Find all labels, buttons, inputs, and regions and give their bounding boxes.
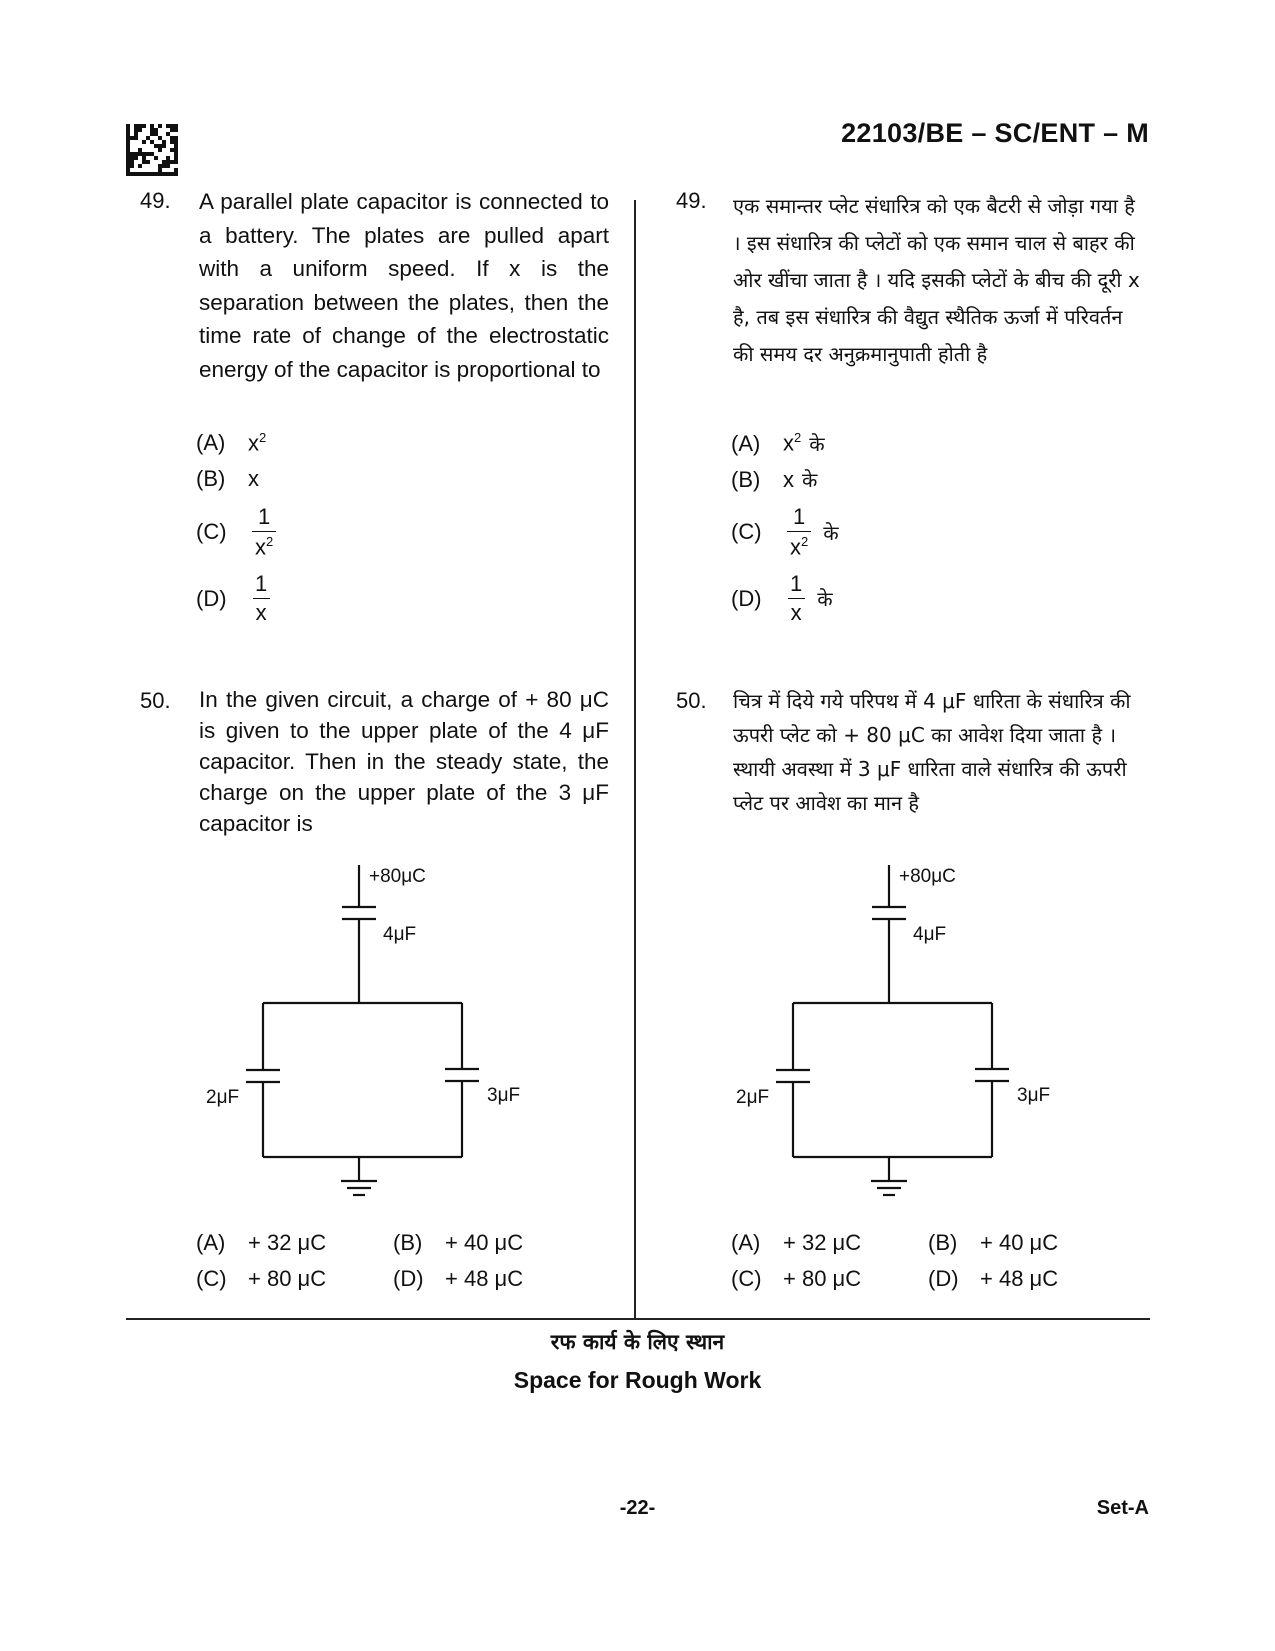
option-label: (D) (196, 585, 227, 611)
q49-hi-number: 49. (676, 188, 707, 213)
capacitor-3uf-label: 3μF (1017, 1085, 1051, 1106)
option-label: (C) (731, 519, 762, 545)
charge-label: +80μC (369, 866, 426, 887)
q49-hi-option-c: (C) $\frac{1}{x^2}$ के (731, 504, 839, 560)
rough-work-heading: Space for Rough Work (513, 1367, 762, 1393)
option-label: (C) (196, 519, 227, 545)
q50-en-option-c: (C) + 80 μC (196, 1266, 327, 1291)
q49-en-number: 49. (140, 188, 171, 213)
q49-en-option-b (196, 466, 259, 492)
capacitor-3uf-label: 3μF (487, 1085, 521, 1106)
rough-work-divider (126, 1318, 1150, 1320)
q50-hi-text: चित्र में दिये गये परिपथ में 4 μF धारिता के संधारित्र की ऊपरी प्लेट को + 80 μC का आवेश दिया जाता है । स्थायी अवस्था में 3 μF धारिता वाले संधारित्र की ऊपरी प्लेट पर आवेश का मान है (733, 689, 1131, 815)
option-label: (D) (731, 585, 762, 611)
fraction: $\frac{1}{x^2}$ (787, 506, 811, 558)
datamatrix-barcode-icon (126, 124, 178, 176)
q49-hi-option-a: (A) $x^2$ के (731, 430, 825, 456)
q49-en-option-a (196, 430, 266, 456)
q50-en-option-a: (A) + 32 μC (196, 1230, 327, 1255)
option-value: $x^2$ (248, 430, 267, 456)
q50-hi-option-a: (A) + 32 μC (731, 1230, 862, 1255)
option-label: (A) (196, 430, 226, 456)
q49-hi-option-b: (B) x के (731, 466, 818, 492)
paper-code: 22103/BE – SC/ENT – M (841, 118, 1149, 148)
capacitor-4uf-label: 4μF (383, 924, 417, 945)
page-number: -22- (619, 1497, 656, 1519)
q49-hi-text: एक समान्तर प्लेट संधारित्र को एक बैटरी से जोड़ा गया है । इस संधारित्र की प्लेटों को एक समान चाल से बाहर की ओर खींचा जाता है । यदि इसकी प्लेटों के बीच की दूरी x है, तब इस संधारित्र की वैद्युत स्थैतिक ऊर्जा में परिवर्तन की समय दर अनुक्रमानुपाती होती है (733, 194, 1140, 366)
circuit-diagram (200, 855, 521, 1235)
option-label: (B) (731, 466, 761, 492)
capacitor-2uf-label: 2μF (206, 1087, 240, 1108)
option-value: x (783, 466, 794, 492)
fraction: $\frac{1}{x^2}$ (252, 506, 276, 558)
circuit-diagram (730, 855, 1051, 1235)
capacitor-4uf-label: 4μF (913, 924, 947, 945)
q50-hi-option-c: (C) + 80 μC (731, 1266, 862, 1291)
rough-work-heading-hindi: रफ कार्य के लिए स्थान (550, 1330, 725, 1354)
q49-en-option-d (196, 573, 274, 624)
set-label: Set-A (1096, 1497, 1149, 1519)
q49-en-text: A parallel plate capacitor is connected to a battery. The plates are pulled apart with a uniform speed. If x is the separation between the plates, then the time rate of change of the electrostatic energy of the capacitor is proportional to (199, 189, 609, 382)
q49-hi-option-d: (D) $\frac{1}{x}$ के (731, 571, 833, 625)
q50-hi-option-b: (B) + 40 μC (928, 1230, 1059, 1255)
q50-en-text: In the given circuit, a charge of + 80 μC is given to the upper plate of the 4 μF capacitor. Then in the steady state, the charge on the upper plate of the 3 μF capacitor is (199, 687, 609, 836)
q50-en-number: 50. (140, 688, 171, 713)
capacitor-2uf-label: 2μF (736, 1087, 770, 1108)
fraction: $\frac{1}{x}$ (252, 573, 270, 624)
q50-hi-number: 50. (676, 688, 707, 713)
option-label: (A) (731, 430, 761, 456)
q50-hi-option-d: (D) + 48 μC (928, 1266, 1059, 1291)
q50-en-option-b: (B) + 40 μC (393, 1230, 524, 1255)
charge-label: +80μC (899, 866, 956, 887)
column-divider (634, 200, 636, 1318)
option-value: x (248, 466, 259, 491)
fraction: $\frac{1}{x}$ (787, 573, 805, 624)
q49-en-option-c (196, 506, 280, 558)
q50-en-option-d: (D) + 48 μC (393, 1266, 524, 1291)
option-label: (B) (196, 466, 226, 491)
option-value: $x^2$ (783, 430, 802, 456)
